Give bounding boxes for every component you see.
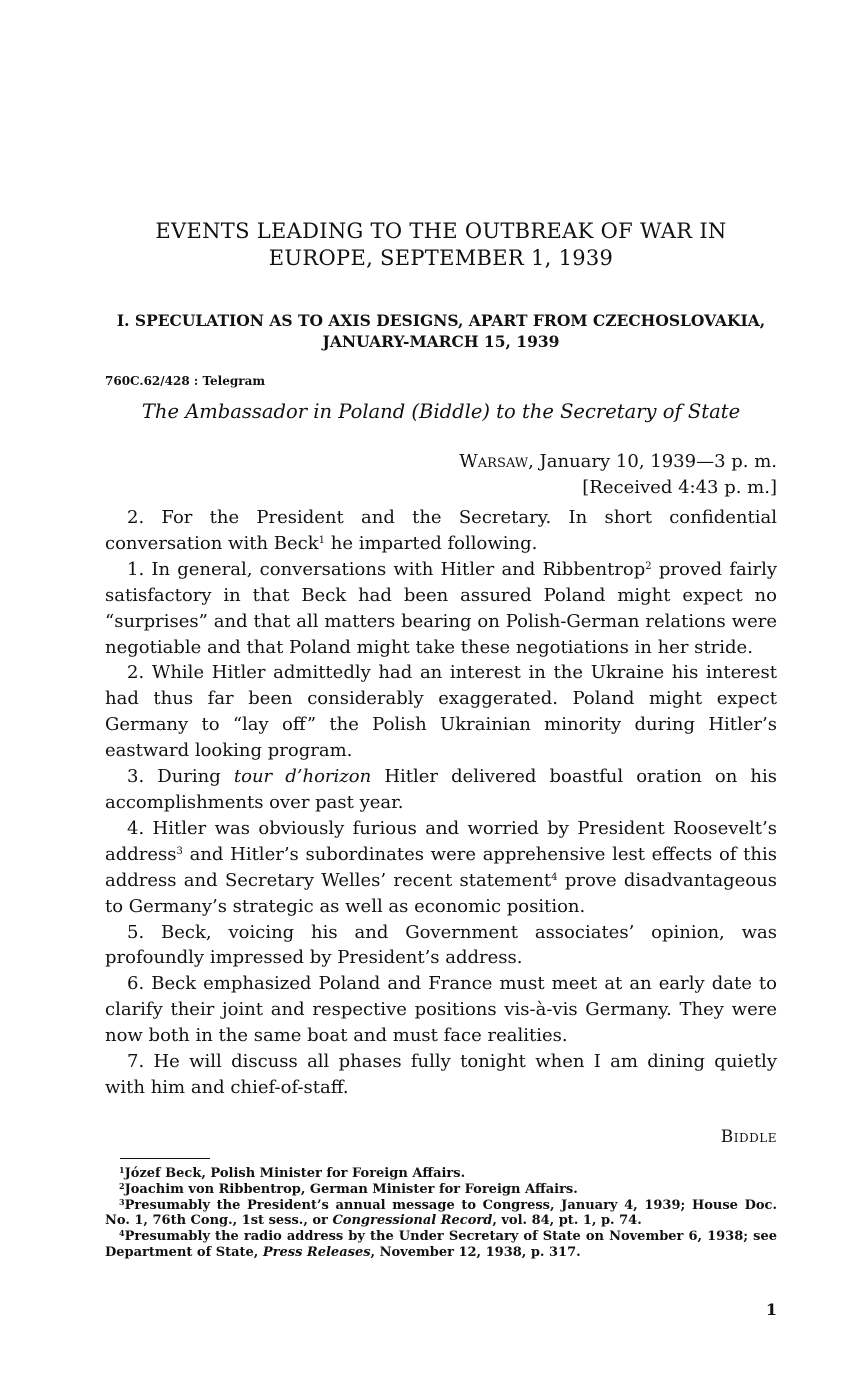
footnote bbox=[105, 1229, 777, 1261]
footnote-number: 2 bbox=[119, 1180, 125, 1191]
section-title: I. SPECULATION AS TO AXIS DESIGNS, APART FROM CZECHOSLOVAKIA, JANUARY-MARCH 15, 1939 bbox=[116, 311, 766, 351]
footnote-number: 1 bbox=[119, 1165, 125, 1175]
page-number: 1 bbox=[765, 1300, 777, 1319]
dateline-datetime: , January 10, 1939—3 p. m. bbox=[528, 451, 777, 472]
paragraph: 5. Beck, voicing his and Government associates’ opinion, was profoundly impressed by President’s address. bbox=[105, 921, 777, 969]
footnote-text: Józef Beck, Polish Minister for Foreign Affairs. bbox=[124, 1166, 466, 1181]
dateline-received: [Received 4:43 p. m.] bbox=[582, 477, 777, 498]
paragraph-text: he imparted following. bbox=[325, 532, 538, 554]
paragraph-text: 4. Hitler was obviously furious and worried by President Roosevelt’s address bbox=[105, 817, 777, 865]
footnote-ref: 4 bbox=[551, 871, 558, 883]
footnote-number: 3 bbox=[119, 1196, 125, 1207]
document-title: EVENTS LEADING TO THE OUTBREAK OF WAR IN EUROPE, SEPTEMBER 1, 1939 bbox=[155, 219, 727, 270]
dateline-place-date bbox=[459, 449, 777, 475]
footnote-text: , November 12, 1938, p. 317. bbox=[370, 1244, 581, 1260]
paragraph: 7. He will discuss all phases fully tonight when I am dining quietly with him and chief-of-staff. bbox=[105, 1051, 777, 1098]
footnote-number: 4 bbox=[119, 1228, 125, 1239]
footnote bbox=[105, 1182, 777, 1198]
footnote-ref: 2 bbox=[645, 560, 652, 572]
heading-prefix: The Ambassador in Poland ( bbox=[141, 400, 420, 423]
footnote-text: Presumably the radio address by the Under Secretary of State on November 6, 1938; see Department of State, bbox=[105, 1229, 777, 1260]
file-reference: 760C.62/428 : Telegram bbox=[105, 374, 266, 388]
paragraph bbox=[105, 764, 777, 816]
paragraph-text: Hitler delivered boastful oration on his accomplishments over past year. bbox=[105, 766, 778, 813]
italic-text: Congressional Record bbox=[332, 1213, 493, 1229]
paragraph-text: proved fairly satisfactory in that Beck had been assured Poland might expect no “surprises” and that all matters bearing on Polish-German relations were negotiable and that Poland might take these negotiations in her stride. bbox=[105, 558, 778, 658]
paragraph bbox=[105, 557, 777, 661]
paragraph: 2. While Hitler admittedly had an interest in the Ukraine his interest had thus far been considerably exaggerated. Poland might expect Germany to “lay off” the Polish Ukrainian minority during Hitler’s eastward looking program. bbox=[105, 662, 777, 762]
footnote-text: Presumably the President’s annual message to Congress, January 4, 1939; House Doc. No. 1, 76th Cong., 1st sess., or bbox=[105, 1197, 777, 1229]
italic-text: Press Releases bbox=[262, 1244, 371, 1260]
footnote-text: , vol. 84, pt. 1, p. 74. bbox=[492, 1213, 642, 1229]
paragraph bbox=[105, 505, 777, 557]
footnote-ref: 1 bbox=[318, 534, 326, 546]
heading-name: Biddle bbox=[419, 400, 483, 423]
paragraph-text: 3. During bbox=[127, 766, 234, 788]
footnotes bbox=[105, 1166, 777, 1261]
footnote bbox=[105, 1166, 777, 1182]
paragraph bbox=[105, 816, 777, 920]
signature: Biddle bbox=[720, 1127, 777, 1147]
telegram-body bbox=[105, 505, 777, 1101]
heading-suffix: ) to the Secretary of State bbox=[482, 400, 741, 423]
footnote-divider bbox=[120, 1158, 210, 1159]
paragraph: 6. Beck emphasized Poland and France must meet at an early date to clarify their joint and respective positions vis-à-vis Germany. They were now both in the same boat and must face realities. bbox=[105, 973, 777, 1047]
paragraph-text: and Hitler’s subordinates were apprehensive lest effects of this address and Secretary Welles’ recent statement bbox=[105, 843, 777, 891]
dateline-place: Warsaw bbox=[459, 451, 529, 472]
document-heading bbox=[105, 398, 777, 426]
footnote-ref: 3 bbox=[176, 845, 183, 857]
paragraph-text: 1. In general, conversations with Hitler and Ribbentrop bbox=[127, 558, 646, 580]
paragraph-text: 2. For the President and the Secretary. In short confidential conversation with Beck bbox=[105, 507, 777, 554]
footnote-text: Joachim von Ribbentrop, German Minister for Foreign Affairs. bbox=[124, 1181, 578, 1197]
paragraph-text: prove disadvantageous to Germany’s strategic as well as economic position. bbox=[105, 869, 777, 917]
italic-text: tour d’horizon bbox=[233, 766, 372, 788]
dateline bbox=[459, 449, 777, 501]
footnote bbox=[105, 1198, 777, 1230]
